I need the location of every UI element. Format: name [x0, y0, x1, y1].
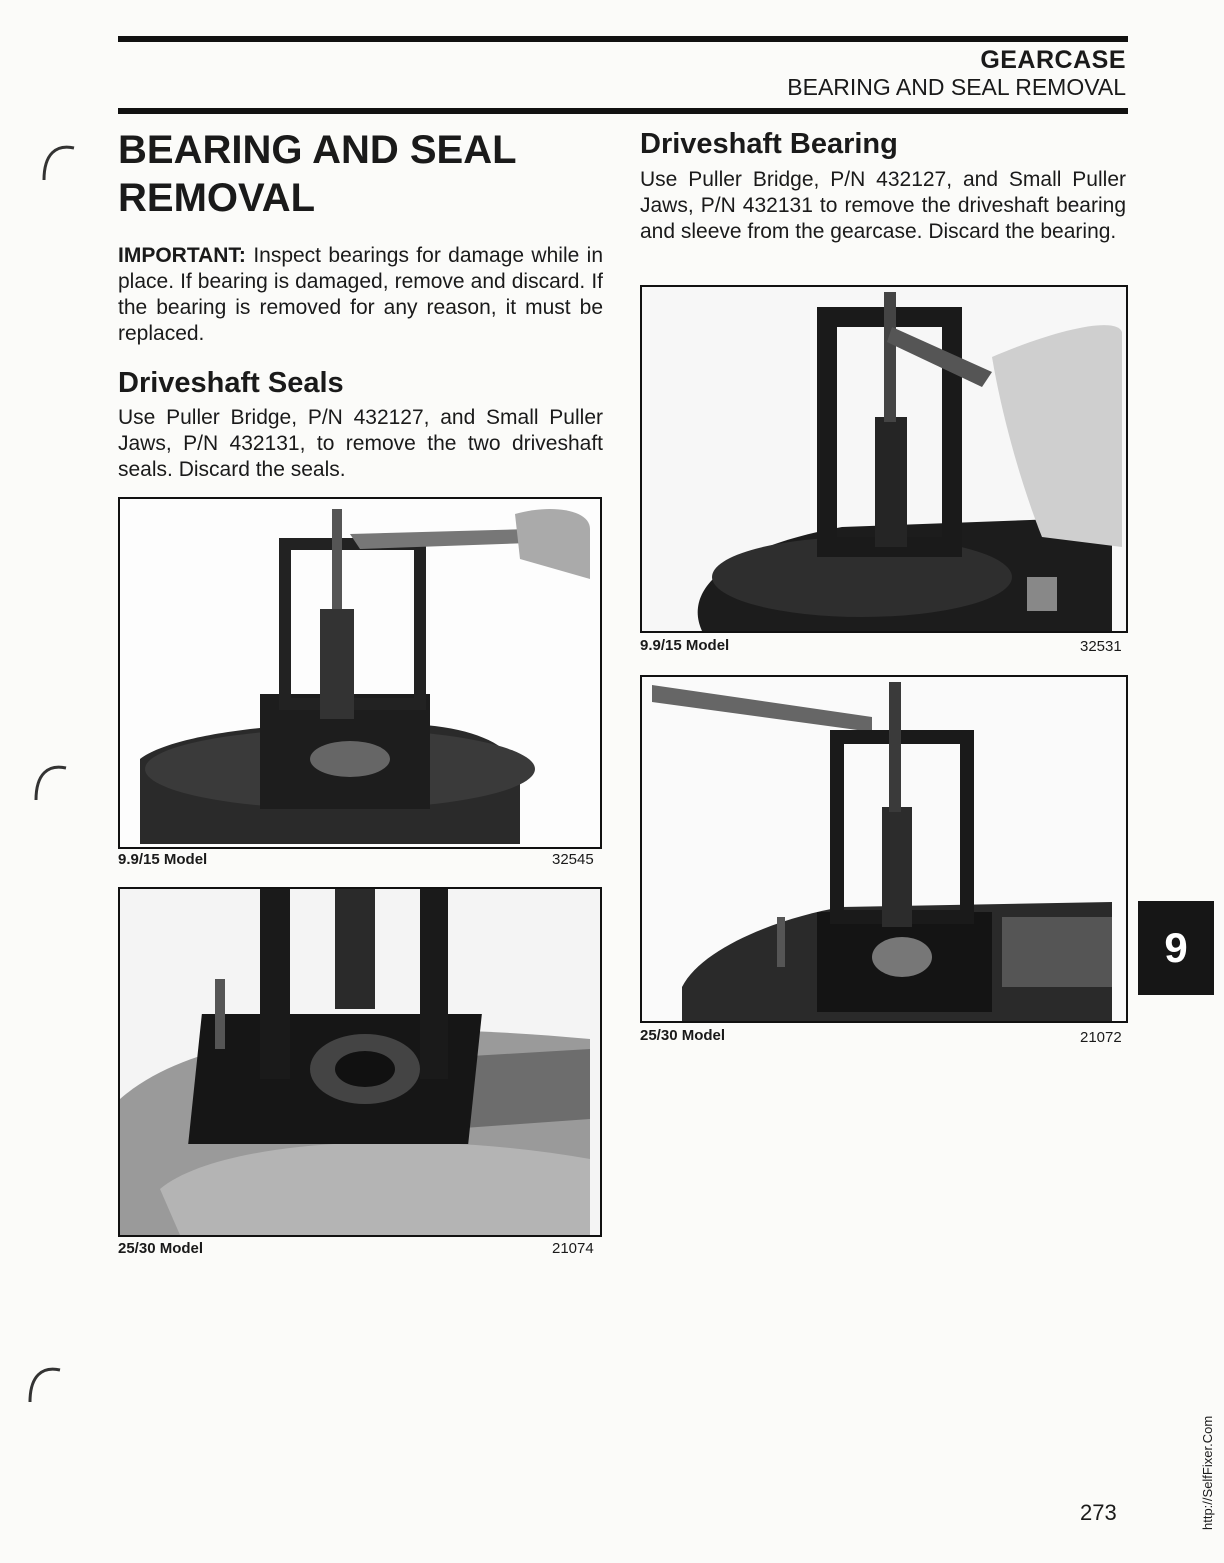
figure-model-label: 25/30 Model: [118, 1240, 204, 1257]
figure-photo: [118, 887, 602, 1237]
binder-hole-mark: [24, 1362, 64, 1412]
figure-photo: [640, 285, 1128, 633]
figure-number: 32545: [552, 851, 594, 868]
binder-hole-mark: [38, 140, 78, 190]
binder-hole-mark: [30, 760, 70, 810]
header-bottom-rule: [118, 108, 1128, 114]
figure-photo: [640, 675, 1128, 1023]
page-title: BEARING AND SEAL REMOVAL: [118, 128, 516, 220]
figure-model-label: 9.9/15 Model: [118, 851, 208, 868]
figure-number: 21072: [1080, 1029, 1122, 1046]
header-top-rule: [118, 36, 1128, 42]
driveshaft-bearing-heading: Driveshaft Bearing: [640, 128, 898, 160]
driveshaft-seals-heading: Driveshaft Seals: [118, 367, 344, 399]
figure-model-label: 9.9/15 Model: [640, 637, 730, 654]
figure-photo: [118, 497, 602, 849]
important-label: IMPORTANT:: [118, 244, 246, 267]
driveshaft-seals-text: Use Puller Bridge, P/N 432127, and Small Puller Jaws, P/N 432131, to remove the two driveshaft seals. Discard the seals.: [118, 406, 603, 481]
important-note: [118, 243, 603, 347]
page-number: 273: [1080, 1500, 1117, 1525]
figure-model-label: 25/30 Model: [640, 1027, 726, 1044]
watermark-url-text: http://SelfFixer.Com: [1200, 1415, 1215, 1530]
watermark-url: [1196, 1395, 1220, 1530]
figure-number: 21074: [552, 1240, 594, 1257]
figure-number: 32531: [1080, 638, 1122, 655]
header-subsection: BEARING AND SEAL REMOVAL: [787, 74, 1126, 100]
driveshaft-bearing-text: Use Puller Bridge, P/N 432127, and Small Puller Jaws, P/N 432131 to remove the driveshaft bearing and sleeve from the gearcase. Discard the bearing.: [640, 168, 1126, 243]
chapter-tab: 9: [1138, 901, 1214, 995]
important-text: Inspect bearings for damage while in place. If bearing is damaged, remove and discard. If the bearing is removed for any reason, it must be replaced.: [118, 244, 603, 345]
header-section: GEARCASE: [980, 46, 1126, 74]
